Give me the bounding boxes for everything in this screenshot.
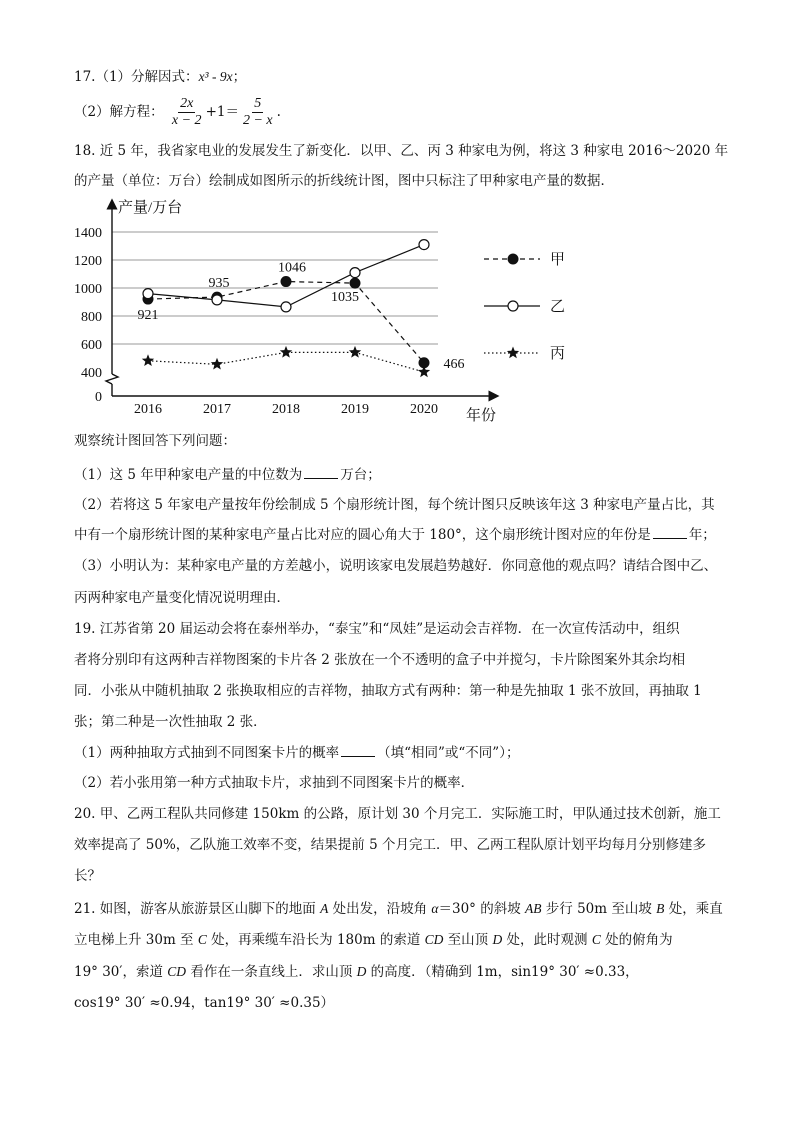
y-tick-label: 800 xyxy=(81,310,102,325)
q21-text: 19° 30′，索道 xyxy=(74,964,168,980)
q21-text: 21. 如图，游客从旅游景区山脚下的地面 xyxy=(74,901,321,917)
q19-part1 xyxy=(74,744,519,762)
data-label: 466 xyxy=(443,356,465,372)
q19-line-4: 张；第二种是一次性抽取 2 张． xyxy=(74,714,267,730)
q19-line-3: 同．小张从中随机抽取 2 张换取相应的吉祥物，抽取方式有两种：第一种是先抽取 1 张不放回，再抽取 1 xyxy=(74,683,702,699)
point-a: A xyxy=(320,901,329,916)
q21-line-4: cos19° 30′ ≈0.94，tan19° 30′ ≈0.35） xyxy=(74,995,335,1011)
data-label: 921 xyxy=(137,308,159,324)
legend-label: 甲 xyxy=(550,252,566,268)
q21-line-3 xyxy=(74,963,639,981)
y-tick-label: 1000 xyxy=(74,282,102,297)
data-point xyxy=(281,277,291,287)
q21-text: 处的俯角为 xyxy=(600,932,673,948)
cable-cd: CD xyxy=(167,964,187,979)
q19-part1-hint: （填“相同”或“不同”）； xyxy=(377,745,520,761)
point-c: C xyxy=(197,932,207,947)
data-point xyxy=(281,302,291,312)
q21-text: 看作在一条直线上．求山顶 xyxy=(186,964,357,980)
q17-equation-middle: +1＝ xyxy=(205,104,239,120)
legend-marker xyxy=(508,301,518,311)
data-point xyxy=(143,289,153,299)
data-point xyxy=(419,240,429,250)
q17-part1-expression: x³ - 9x xyxy=(198,69,233,84)
q21-text: 处，此时观测 xyxy=(502,932,592,948)
q17-fraction-2-denominator: 2 − x xyxy=(242,113,273,128)
q17-fraction-2-numerator: 5 xyxy=(254,96,262,111)
q17-fraction-1 xyxy=(170,96,204,129)
x-tick-label: 2020 xyxy=(410,402,438,417)
y-tick-label: 1400 xyxy=(74,226,102,241)
q18-part2-line-1: （2）若将这 5 年家电产量按年份绘制成 5 个扇形统计图，每个统计图只反映该年这 3 种家电产量占比，其 xyxy=(74,497,715,513)
data-label: 1035 xyxy=(331,290,359,306)
slope-ab: AB xyxy=(525,901,542,916)
q21-text: 至山顶 xyxy=(443,932,493,948)
q21-text: 处出发，沿坡角 xyxy=(328,901,432,917)
q21-text: 立电梯上升 30m 至 xyxy=(74,932,198,948)
q18-part1-text: （1）这 5 年甲种家电产量的中位数为 xyxy=(74,467,303,483)
legend-label: 乙 xyxy=(550,299,566,315)
data-label: 935 xyxy=(208,276,230,292)
series-line-2 xyxy=(148,245,424,307)
chart-grid xyxy=(112,232,438,344)
y-tick-label: 600 xyxy=(81,338,102,353)
data-point xyxy=(142,354,154,366)
data-point xyxy=(349,346,361,358)
q21-line-1 xyxy=(74,900,723,918)
angle-alpha: α xyxy=(431,901,439,916)
x-axis-title: 年份 xyxy=(466,408,497,424)
y-tick-label: 0 xyxy=(95,390,102,405)
legend-label: 丙 xyxy=(550,346,566,362)
y-tick-label: 400 xyxy=(81,366,102,381)
data-point xyxy=(350,278,360,288)
q18-part1-unit: 万台； xyxy=(340,467,381,483)
point-d: D xyxy=(356,964,367,979)
cable-cd: CD xyxy=(424,932,444,947)
point-c: C xyxy=(591,932,601,947)
answer-blank[interactable] xyxy=(341,744,375,757)
q17-part1 xyxy=(74,68,246,86)
data-point xyxy=(212,295,222,305)
data-point xyxy=(280,346,292,358)
x-tick-label: 2016 xyxy=(134,402,162,417)
q17-part1-suffix: ； xyxy=(232,69,247,85)
q17-part2-prefix: （2）解方程： xyxy=(74,104,164,120)
q20-line-1: 20. 甲、乙两工程队共同修建 150km 的公路，原计划 30 个月完工．实际施工时，甲队通过技术创新，施工 xyxy=(74,806,721,822)
q17-part2-suffix: . xyxy=(276,104,281,120)
data-point xyxy=(418,366,430,378)
q21-text: 处，乘直 xyxy=(664,901,723,917)
q17-part1-prefix: 17.（1）分解因式： xyxy=(74,69,199,85)
y-tick-label: 1200 xyxy=(74,254,102,269)
q18-instruction: 观察统计图回答下列问题： xyxy=(74,433,236,449)
q18-part2-text: 中有一个扇形统计图的某种家电产量占比对应的圆心角大于 180°，这个扇形统计图对应的年份是 xyxy=(74,527,651,543)
q18-part2-line-2 xyxy=(74,526,716,544)
x-tick-label: 2018 xyxy=(272,402,300,417)
y-axis-break xyxy=(106,374,118,384)
legend-marker xyxy=(507,347,519,359)
q18-part3-line-2: 丙两种家电产量变化情况说明理由． xyxy=(74,590,290,606)
q21-text: ＝30° 的斜坡 xyxy=(438,901,526,917)
q19-line-2: 者将分别印有这两种吉祥物图案的卡片各 2 张放在一个不透明的盒子中并搅匀，卡片除图案外其余均相 xyxy=(74,652,686,668)
q18-part3-line-1: （3）小明认为：某种家电产量的方差越小，说明该家电发展趋势越好．你同意他的观点吗？请结合图中乙、 xyxy=(74,558,718,574)
q21-line-2 xyxy=(74,931,673,949)
q17-part2 xyxy=(74,95,281,129)
q17-fraction-1-denominator: x − 2 xyxy=(171,113,202,128)
q17-fraction-2 xyxy=(241,96,275,129)
point-b: B xyxy=(656,901,665,916)
q18-stem-line-1: 18. 近 5 年，我省家电业的发展发生了新变化．以甲、乙、丙 3 种家电为例，将这 3 种家电 2016～2020 年 xyxy=(74,143,729,159)
q19-part2: （2）若小张用第一种方式抽取卡片，求抽到不同图案卡片的概率． xyxy=(74,775,475,791)
answer-blank[interactable] xyxy=(653,526,687,539)
q21-text: 步行 50m 至山坡 xyxy=(541,901,657,917)
q21-text: 处，再乘缆车沿长为 180m 的索道 xyxy=(206,932,425,948)
q21-text: 的高度．（精确到 1m，sin19° 30′ ≈0.33， xyxy=(366,964,639,980)
point-d: D xyxy=(492,932,503,947)
q20-line-2: 效率提高了 50%，乙队施工效率不变，结果提前 5 个月完工．甲、乙两工程队原计划平均每月分别修建多 xyxy=(74,837,706,853)
q18-stem-line-2: 的产量（单位：万台）绘制成如图所示的折线统计图，图中只标注了甲种家电产量的数据． xyxy=(74,173,614,189)
data-point xyxy=(211,358,223,370)
q17-fraction-1-numerator: 2x xyxy=(180,96,194,111)
x-tick-label: 2017 xyxy=(203,402,231,417)
q18-part2-unit: 年； xyxy=(688,527,716,543)
data-point xyxy=(350,268,360,278)
series-line-3 xyxy=(148,352,424,372)
chart-legend xyxy=(484,251,565,362)
q19-part1-text: （1）两种抽取方式抽到不同图案卡片的概率 xyxy=(74,745,340,761)
legend-marker xyxy=(508,254,518,264)
line-chart xyxy=(70,196,570,428)
q19-line-1: 19. 江苏省第 20 届运动会将在泰州举办，“泰宝”和“凤娃”是运动会吉祥物．在一次宣传活动中，组织 xyxy=(74,621,680,637)
x-tick-label: 2019 xyxy=(341,402,369,417)
answer-blank[interactable] xyxy=(304,466,338,479)
y-axis-title: 产量/万台 xyxy=(118,200,183,216)
q20-line-3: 长？ xyxy=(74,868,101,884)
q18-part1 xyxy=(74,466,381,484)
data-label: 1046 xyxy=(278,260,306,276)
